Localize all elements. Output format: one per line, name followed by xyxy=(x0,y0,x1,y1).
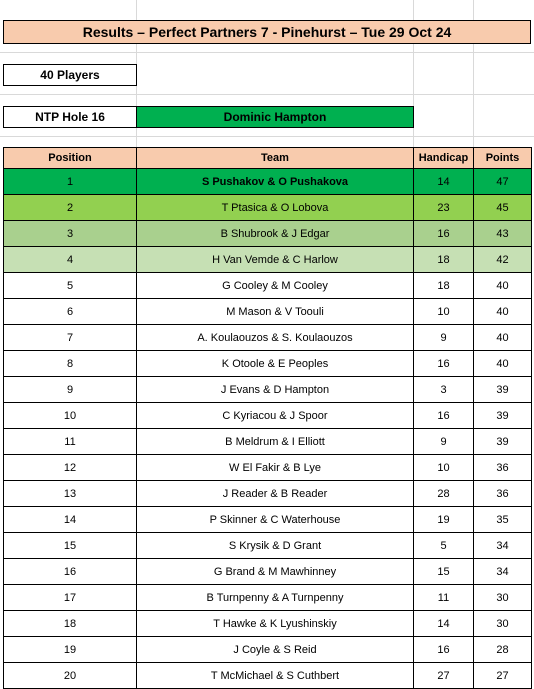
position-cell: 18 xyxy=(4,611,137,637)
team-cell: J Coyle & S Reid xyxy=(137,637,414,663)
points-cell: 39 xyxy=(474,403,532,429)
handicap-cell: 15 xyxy=(414,559,474,585)
position-cell: 20 xyxy=(4,663,137,689)
team-cell: G Cooley & M Cooley xyxy=(137,273,414,299)
points-cell: 42 xyxy=(474,247,532,273)
handicap-cell: 10 xyxy=(414,299,474,325)
table-row xyxy=(4,533,532,559)
column-header-position: Position xyxy=(4,148,137,169)
handicap-cell: 18 xyxy=(414,247,474,273)
points-cell: 34 xyxy=(474,559,532,585)
handicap-cell: 16 xyxy=(414,351,474,377)
table-row xyxy=(4,585,532,611)
team-cell: B Turnpenny & A Turnpenny xyxy=(137,585,414,611)
team-cell: T Hawke & K Lyushinskiy xyxy=(137,611,414,637)
handicap-cell: 11 xyxy=(414,585,474,611)
player-count: 40 Players xyxy=(3,64,137,86)
team-cell: T McMichael & S Cuthbert xyxy=(137,663,414,689)
position-cell: 14 xyxy=(4,507,137,533)
table-row xyxy=(4,247,532,273)
header-row xyxy=(4,148,532,169)
position-cell: 13 xyxy=(4,481,137,507)
table-row xyxy=(4,559,532,585)
table-row xyxy=(4,507,532,533)
table-row xyxy=(4,637,532,663)
results-table xyxy=(3,147,532,689)
table-row xyxy=(4,221,532,247)
position-cell: 9 xyxy=(4,377,137,403)
handicap-cell: 18 xyxy=(414,273,474,299)
points-cell: 36 xyxy=(474,481,532,507)
team-cell: J Evans & D Hampton xyxy=(137,377,414,403)
team-cell: C Kyriacou & J Spoor xyxy=(137,403,414,429)
position-cell: 8 xyxy=(4,351,137,377)
column-header-points: Points xyxy=(474,148,532,169)
points-cell: 30 xyxy=(474,611,532,637)
column-header-team: Team xyxy=(137,148,414,169)
handicap-cell: 28 xyxy=(414,481,474,507)
results-title: Results – Perfect Partners 7 - Pinehurst – Tue 29 Oct 24 xyxy=(3,20,531,44)
team-cell: G Brand & M Mawhinney xyxy=(137,559,414,585)
position-cell: 17 xyxy=(4,585,137,611)
handicap-cell: 16 xyxy=(414,221,474,247)
team-cell: J Reader & B Reader xyxy=(137,481,414,507)
team-cell: B Shubrook & J Edgar xyxy=(137,221,414,247)
handicap-cell: 9 xyxy=(414,429,474,455)
position-cell: 16 xyxy=(4,559,137,585)
table-row xyxy=(4,403,532,429)
position-cell: 12 xyxy=(4,455,137,481)
points-cell: 40 xyxy=(474,273,532,299)
points-cell: 39 xyxy=(474,429,532,455)
team-cell: W El Fakir & B Lye xyxy=(137,455,414,481)
table-row xyxy=(4,351,532,377)
position-cell: 4 xyxy=(4,247,137,273)
team-cell: S Pushakov & O Pushakova xyxy=(137,169,414,195)
position-cell: 19 xyxy=(4,637,137,663)
table-row xyxy=(4,377,532,403)
handicap-cell: 14 xyxy=(414,611,474,637)
position-cell: 7 xyxy=(4,325,137,351)
points-cell: 34 xyxy=(474,533,532,559)
team-cell: S Krysik & D Grant xyxy=(137,533,414,559)
points-cell: 40 xyxy=(474,325,532,351)
handicap-cell: 5 xyxy=(414,533,474,559)
table-row xyxy=(4,611,532,637)
position-cell: 2 xyxy=(4,195,137,221)
points-cell: 28 xyxy=(474,637,532,663)
handicap-cell: 14 xyxy=(414,169,474,195)
table-row xyxy=(4,273,532,299)
handicap-cell: 10 xyxy=(414,455,474,481)
handicap-cell: 23 xyxy=(414,195,474,221)
team-cell: H Van Vemde & C Harlow xyxy=(137,247,414,273)
points-cell: 30 xyxy=(474,585,532,611)
points-cell: 36 xyxy=(474,455,532,481)
points-cell: 35 xyxy=(474,507,532,533)
team-cell: M Mason & V Toouli xyxy=(137,299,414,325)
handicap-cell: 3 xyxy=(414,377,474,403)
table-row xyxy=(4,299,532,325)
table-row xyxy=(4,325,532,351)
position-cell: 11 xyxy=(4,429,137,455)
ntp-winner: Dominic Hampton xyxy=(136,106,414,128)
column-header-handicap: Handicap xyxy=(414,148,474,169)
position-cell: 1 xyxy=(4,169,137,195)
handicap-cell: 19 xyxy=(414,507,474,533)
table-row xyxy=(4,663,532,689)
table-row xyxy=(4,429,532,455)
team-cell: T Ptasica & O Lobova xyxy=(137,195,414,221)
team-cell: P Skinner & C Waterhouse xyxy=(137,507,414,533)
table-row xyxy=(4,481,532,507)
position-cell: 3 xyxy=(4,221,137,247)
handicap-cell: 16 xyxy=(414,637,474,663)
points-cell: 27 xyxy=(474,663,532,689)
points-cell: 39 xyxy=(474,377,532,403)
table-row xyxy=(4,195,532,221)
position-cell: 15 xyxy=(4,533,137,559)
position-cell: 5 xyxy=(4,273,137,299)
handicap-cell: 16 xyxy=(414,403,474,429)
table-row xyxy=(4,169,532,195)
handicap-cell: 9 xyxy=(414,325,474,351)
table-row xyxy=(4,455,532,481)
points-cell: 45 xyxy=(474,195,532,221)
ntp-label: NTP Hole 16 xyxy=(3,106,137,128)
position-cell: 6 xyxy=(4,299,137,325)
position-cell: 10 xyxy=(4,403,137,429)
points-cell: 43 xyxy=(474,221,532,247)
team-cell: B Meldrum & I Elliott xyxy=(137,429,414,455)
handicap-cell: 27 xyxy=(414,663,474,689)
team-cell: A. Koulaouzos & S. Koulaouzos xyxy=(137,325,414,351)
team-cell: K Otoole & E Peoples xyxy=(137,351,414,377)
points-cell: 47 xyxy=(474,169,532,195)
points-cell: 40 xyxy=(474,351,532,377)
points-cell: 40 xyxy=(474,299,532,325)
